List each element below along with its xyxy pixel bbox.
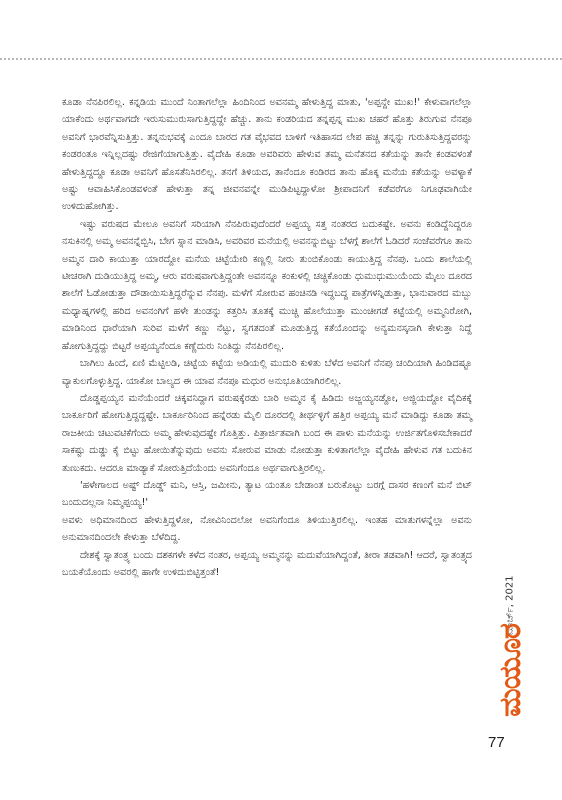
paragraph-1: ಕೂಡಾ ನೆನಪಿರಲಿಲ್ಲ. ಕನ್ನಡಿಯ ಮುಂದೆ ನಿಂತಾಗಲೆಲ್ಲಾ ಹಿಂದಿನಿಂದ ಅವನಮ್ಮ ಹೇಳುತ್ತಿದ್ದ ಮಾತು, 'ಅಪ್ಪನ್ದೇ ಮುಖ!' ಕೇಳುವಾಗಲೆಲ್ಲಾ ಯಾಕೆಂದು ಅರ್ಥವಾಗದೇ ಇರುಸುಮುರುಸಾಗುತ್ತಿದ್ದದ್ದೇ ಹೆಚ್ಚು. ತಾನು ಕಂಡರಿಯದ ತನ್ನಪ್ಪನ್ನ ಮುಖ ಚಹರೆ ಹೊತ್ತು ತಿರುಗುವ ನೆನಪೂ ಅವನಿಗೆ ಭಾರವೆನ್ನಿಸುತ್ತಿತ್ತು. ತನ್ನನುಭವಕ್ಕೆ ಎಂದೂ ಬಾರದ ಗತ ವೈಭವದ ಬಾಳಿಗೆ ಇತಿಹಾಸದ ಲೇಪ ಹಚ್ಚಿ ತನ್ನನ್ನು ಗುರುತಿಸುತ್ತಿದ್ದವರನ್ನು ಕಂಡರಂತೂ ಇನ್ನಿಲ್ಲದಷ್ಟು ರೇಜಿಗೆಯಾಗುತ್ತಿತ್ತು. ವೈದೇಹಿ ಕೂಡಾ ಅವರಿವರು ಹೇಳುವ ತಮ್ಮ ಮನೆತನದ ಕತೆಯನ್ನು ತಾನೇ ಕಂಡವಳಂತೆ ಹೇಳುತ್ತಿದ್ದದ್ದೂ ಕೂಡಾ ಅವನಿಗೆ ಹೊಸತೆನಿಸಿರಲಿಲ್ಲ. ತನಗೆ ತಿಳಿಯದ, ತಾನೆಂದೂ ಕಂಡಿರದ ತಾನು ಹೊಕ್ಕ ಮನೆಯ ಕತೆಯನ್ನು ಅವಳ್ಯಾಕೆ ಅಷ್ಟು ಆವಾಹಿಸಿಕೊಂಡವಳಂತೆ ಹೇಳುತ್ತಾ ತನ್ನ ಜೀವನವನ್ನೇ ಮುಡಿಪಿಟ್ಟದ್ದಾಳೋ ಶ್ರೀಪಾದನಿಗೆ ಕಡೆವರೆಗೂ ನಿಗೂಢವಾಗಿಯೇ ಉಳಿದುಹೋಗಿತ್ತು. (62, 97, 472, 213)
page-number: 77 (488, 734, 505, 751)
paragraph-3: ಬಾಗಿಲು ಹಿಂದೆ, ಏಣಿ ಮೆಟ್ಟಿಲಡಿ, ಚಿಟ್ಟೆಯ ಕಟ್ಟೆಯ ಅಡಿಯಲ್ಲಿ ಮುದುರಿ ಕುಳಿತು ಬೆಳೆದ ಅವನಿಗೆ ನೆನಪು ಚಂದಿಯಾಗಿ ಹಿಂಡಿದಷ್ಟೂ ವ್ಯಾಕುಲಗೊಳ್ಳುತ್ತಿದ್ದ. ಯಾಕೋ ಬಾಲ್ಯದ ಈ ಯಾವ ನೆನಪೂ ಮಧುರ ಅನುಭೂತಿಯಾಗಿರಲಿಲ್ಲ. (62, 358, 472, 387)
paragraph-6: ಅವಳು ಅಧಿಮಾನದಿಂದ ಹೇಳುತ್ತಿದ್ದಳೋ, ನೋವಿನಿಂದಲೋ ಅವನಿಗೆಂದೂ ತಿಳಿಯುತ್ತಿರಲಿಲ್ಲ. ಇಂತಹ ಮಾತುಗಳನ್ನೆಲ್ಲಾ ಅವನು ಅನುಮಾನದಿಂದಲೇ ಕೇಳುತ್ತಾ ಬೆಳೆದಿದ್ದ. (62, 514, 472, 544)
header-dotted-rule (0, 58, 562, 60)
paragraph-4: ದೊಡ್ಡಪ್ಪಯ್ಯನ ಮನೆಯೆಂದರೆ ಚಿಕ್ಕವನಿದ್ದಾಗ ವರುಷಕ್ಕೆರಡು ಬಾರಿ ಅಮ್ಮನ ಕೈ ಹಿಡಿದು ಅಜ್ಜಯ್ಯನಡ್ದೋ, ಅಜ್ಜಿಯದ್ದೋ ವೈದಿಕಕ್ಕೆ ಬಾರ್ಕೂರಿಗೆ ಹೋಗುತ್ತಿದ್ದದ್ದಷ್ಟೇ. ಬಾರ್ಕೂರಿನಿಂದ ಹನ್ನೆರಡು ಮೈಲಿ ದೂರದಲ್ಲಿ ತೀರ್ಥಳ್ಳಿಗೆ ಹತ್ತಿರ ಅಪ್ಪಯ್ಯ ಮನೆ ಮಾಡಿದ್ದು ಕೂಡಾ ತಮ್ಮ ರಾಜಕೀಯ ಚಟುವಟಿಕೆಗೆಂದು ಅಮ್ಮ ಹೇಳುವುದಷ್ಟೇ ಗೊತ್ತಿತ್ತು. ಪಿತ್ರಾರ್ಜಿತವಾಗಿ ಬಂದ ಈ ಪಾಳು ಮನೆಯನ್ನು ಉರ್ಜಿತಗೊಳಿಸಬೇಕಾದರೆ ಸಾಕಷ್ಟು ದುಡ್ಡು ಕೈ ಬಿಟ್ಟು ಹೋಯಿತೆನ್ನುವುದು ಅವನು ಸೋರುವ ಮಾಡು ನೋಡುತ್ತಾ ಕುಳಿತಾಗಲೆಲ್ಲಾ ವೈದೇಹಿ ಹೇಳುವ ಗತ ಬದುಕಿನ ತುಣುಕದು. ಆದರೂ ಮಾಡ್ಯಾಕೆ ಸೋರುತ್ತಿದೆಯೆಂದು ಅವನಿಗೆಂದೂ ಅರ್ಥವಾಗುತ್ತಿರಲಿಲ್ಲ. (62, 392, 472, 474)
quote-paragraph: 'ಹಳೇಗಾಲದ ಅಷ್ಟ್ ದೊಡ್ಡ್ ಮನಿ, ಆಸ್ತಿ, ಜಮೀನು, ತ್ಯಾಟ ಯಂತೂ ಬೇಡಾಂತ ಬರುಕೊಟ್ಟು ಬರಗ್ಗೆ ದಾಸರ ಕಣಂಗೆ ಮನೆ ಬಿಟ್ ಬಂದುದಲ್ಲನಾ ನಿಮ್ಮಪ್ಪಯ್ಯ!' (62, 479, 472, 509)
magazine-brand (479, 623, 541, 717)
paragraph-7: ದೇಶಕ್ಕೆ ಸ್ವಾತಂತ್ರ್ಯ ಬಂದು ದಶಕಗಳೇ ಕಳೆದ ನಂತರ, ಅಪ್ಪಯ್ಯ ಅಮ್ಮನನ್ನು ಮದುವೆಯಾಗಿದ್ದಂತೆ, ತೀರಾ ತಡವಾಗಿ! ಆದರೆ, ಸ್ವಾತಂತ್ರ್ಯದ ಬಯಕೆಯೊಂದು ಅವರಲ್ಲಿ ಹಾಗೇ ಉಳಿದುಬಿಟ್ಟಿತ್ತಂತೆ! (62, 549, 472, 578)
magazine-brand-text: ಮಯೂರ (492, 623, 528, 717)
paragraph-2: ಇಷ್ಟು ವರುಷದ ಮೇಲೂ ಅವನಿಗೆ ಸರಿಯಾಗಿ ನೆನಪಿರುವುದೆಂದರೆ ಅಪ್ಪಯ್ಯ ಸತ್ತ ನಂತರದ ಬದುಕಷ್ಟೇ. ಅವನು ಕಂಡಿದ್ದೆನಿದ್ದರೂ ನಸುಕಿನಲ್ಲಿ ಅಮ್ಮ ಅವನನ್ನೆಬ್ಬಿಸಿ, ಬೇಗ ಸ್ನಾನ ಮಾಡಿಸಿ, ಅವರಿವರ ಮನೆಯಲ್ಲಿ ಅವನನ್ನುಬಿಟ್ಟು ಬೆಳಗ್ಗೆ ಶಾಲೆಗೆ ಓಡಿದರೆ ಸಂಜೆವರೆಗೂ ತಾನು ಅಮ್ಮನ ದಾರಿ ಕಾಯುತ್ತಾ ಯಾರದ್ದೋ ಮನೆಯ ಚಿಟ್ಟೆಯೇರಿ ಕಣ್ಣಲ್ಲಿ ನೀರು ತುಂಬಿಕೊಂಡು ಕಾಯುತ್ತಿದ್ದ ನೆನಪು. ಒಂದು ಶಾಲೆಯಲ್ಲಿ ಟೀಚರಾಗಿ ದುಡಿಯುತ್ತಿದ್ದ ಅಮ್ಮ, ಆರು ವರುಷವಾಗುತ್ತಿದ್ದಂತೇ ಅವನನ್ನೂ ಕಂಕುಳಲ್ಲಿ ಚಚ್ಚಿಕೊಂಡು ಧುಮುಧುಮುಯೆಂದು ಮೈಲು ದೂರದ ಶಾಲೆಗೆ ಓಡೋಡುತ್ತಾ ದೌಡಾಯಿಸುತ್ತಿದ್ದರೆನ್ನುವ ನೆನಪು. ಮಳೆಗೆ ಸೋರುವ ಹಂಚಿನಡಿ ಇದ್ದಬದ್ದ ಪಾತ್ರೆಗಳನ್ನಿಡುತ್ತಾ, ಭಾನುವಾರದ ಮಬ್ಬು ಮಧ್ಯಾಹ್ನಗಳಲ್ಲಿ ಹರಿದ ಅವನಂಗಿಗೆ ಹಳೇ ತುಂಡನ್ನು ಕತ್ತರಿಸಿ ತೂತಕ್ಕೆ ಮುಚ್ಚಿ ಹೊಲೆಯುತ್ತಾ ಮುಂಚೀಗಡೆ ಕಟ್ಟೆಯಲ್ಲಿ ಅಮ್ಮನಿರೋಗಿ, ಮಾಡಿನಿಂದ ಧಾರೆಯಾಗಿ ಸುರಿವ ಮಳೆಗೆ ಕಣ್ಣು ನೆಟ್ಟು, ಸ್ವಗತದಂತೆ ಮೂಡುತ್ತಿದ್ದ ಕತೆಯೊಂದನ್ನು ಅನ್ಯಮನಸ್ಕನಾಗಿ ಕೇಳುತ್ತಾ ನಿದ್ದೆ ಹೋಗುತ್ತಿದ್ದದ್ದು ಬಿಟ್ಟರೆ ಅಪ್ಪಯ್ಯನೆಂದೂ ಕಣ್ಣೆದುರು ನಿಂತಿದ್ದು ನೆನಪಿರಲಿಲ್ಲ. (62, 218, 472, 352)
issue-date-text: ಮಾರ್ಚ್, 2021 (504, 574, 516, 636)
article-body (62, 94, 472, 581)
